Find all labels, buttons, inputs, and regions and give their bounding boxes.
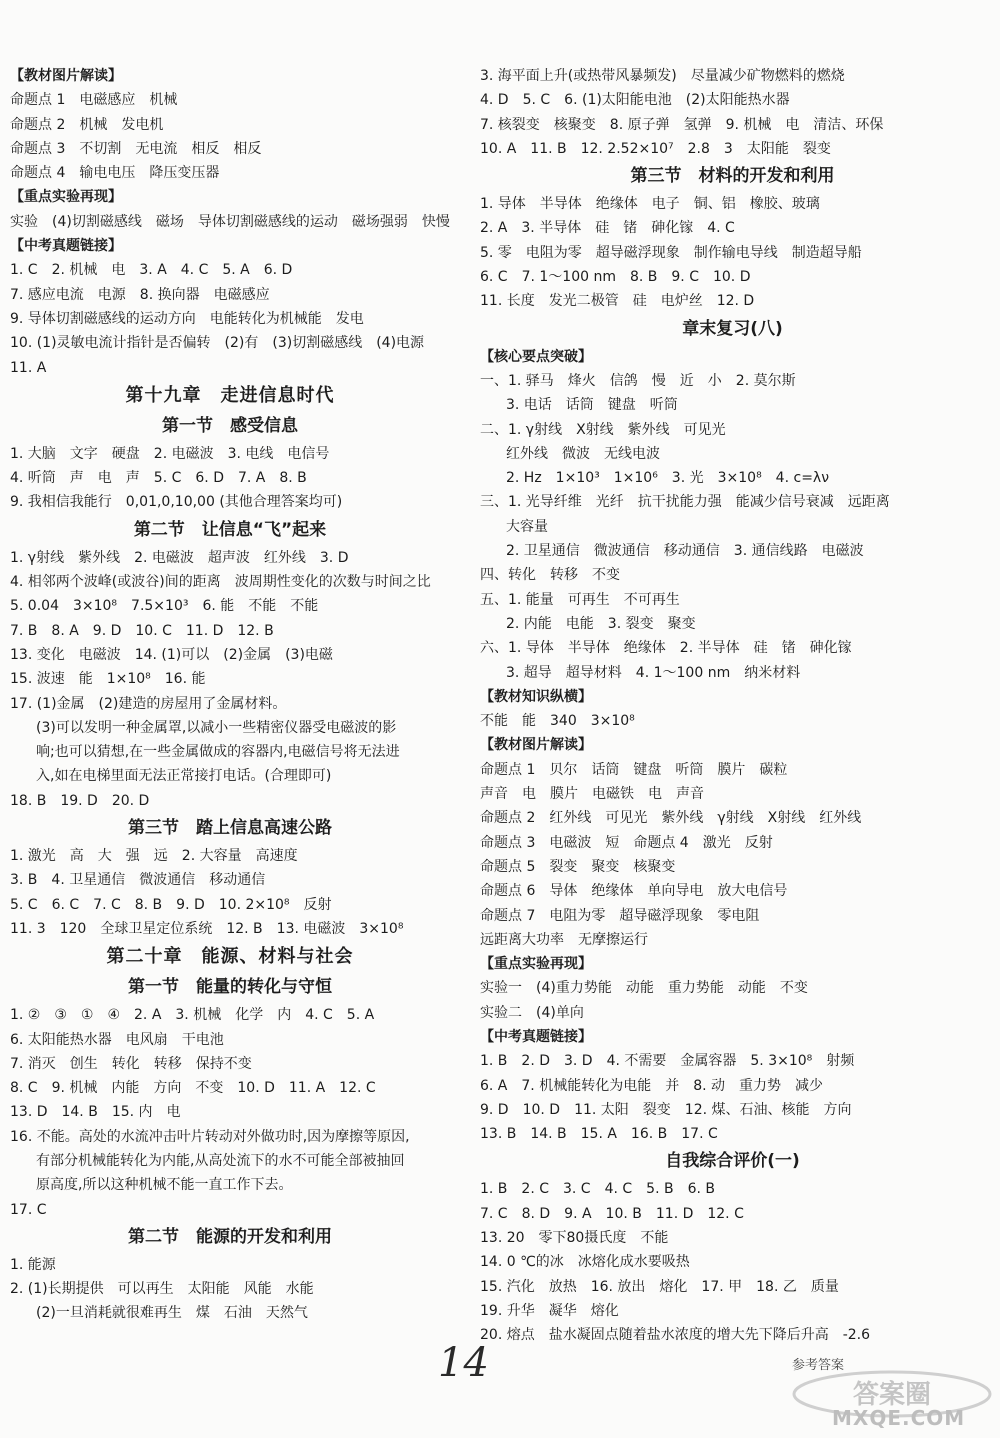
answer-line: 1. B 2. D 3. D 4. 不需要 金属容器 5. 3×10⁸ 射频 — [480, 1053, 855, 1070]
answer-line: 15. 汽化 放热 16. 放出 熔化 17. 甲 18. 乙 质量 — [480, 1278, 839, 1295]
answer-line: 红外线 微波 无线电波 — [506, 445, 660, 462]
answer-line: 3. B 4. 卫星通信 微波通信 移动通信 — [10, 872, 266, 889]
answer-line: 2. 内能 电能 3. 裂变 聚变 — [506, 615, 696, 632]
answer-line: 命题点 1 电磁感应 机械 — [10, 92, 178, 109]
answer-line: 5. 0.04 3×10⁸ 7.5×10³ 6. 能 不能 不能 — [10, 598, 319, 615]
answer-line: 18. B 19. D 20. D — [10, 792, 150, 809]
watermark-logo-text: 答案圈 — [852, 1380, 932, 1410]
watermark-domain: MXQE.COM — [832, 1406, 966, 1430]
section-heading: 第二节 让信息“飞”起来 — [133, 519, 327, 540]
answer-line: 13. B 14. B 15. A 16. B 17. C — [480, 1126, 718, 1143]
answer-line: 2. Hz 1×10³ 1×10⁶ 3. 光 3×10⁸ 4. c=λν — [506, 470, 830, 487]
answer-line: 六、1. 导体 半导体 绝缘体 2. 半导体 硅 锗 砷化镓 — [480, 640, 852, 657]
section-heading: 第三节 材料的开发和利用 — [630, 166, 835, 187]
answer-line: 6. 太阳能热水器 电风扇 干电池 — [10, 1031, 224, 1048]
answer-line: 14. 0 ℃的冰 冰熔化成水要吸热 — [480, 1254, 690, 1271]
answer-line: 原高度,所以这种机械不能一直工作下去。 — [36, 1177, 293, 1194]
answer-line: 7. 感应电流 电源 8. 换向器 电磁感应 — [10, 286, 270, 303]
answer-line: 5. C 6. C 7. C 8. B 9. D 10. 2×10⁸ 反射 — [10, 896, 332, 913]
answer-line: 命题点 1 贝尔 话筒 键盘 听筒 膜片 碳粒 — [480, 761, 788, 778]
chapter-title: 第二十章 能源、材料与社会 — [106, 946, 354, 968]
answer-line: 实验一 (4)重力势能 动能 重力势能 动能 不变 — [480, 980, 808, 997]
answer-line: 命题点 2 红外线 可见光 紫外线 γ射线 X射线 红外线 — [480, 810, 862, 827]
subsection-label: 【重点实验再现】 — [480, 956, 592, 973]
answer-line: 四、转化 转移 不变 — [480, 567, 620, 584]
answer-line: 3. 超导 超导材料 4. 1～100 nm 纳米材料 — [506, 664, 801, 681]
answer-line: 6. A 7. 机械能转化为电能 并 8. 动 重力势 减少 — [480, 1077, 823, 1094]
answer-line: 入,如在电梯里面无法正常接打电话。(合理即可) — [36, 768, 332, 785]
left-column — [10, 64, 450, 1326]
answer-line: 实验二 (4)单向 — [480, 1004, 584, 1021]
answer-line: (3)可以发明一种金属罩,以减小一些精密仪器受电磁波的影 — [36, 719, 397, 736]
subsection-label: 【中考真题链接】 — [480, 1028, 592, 1045]
answer-line: 命题点 3 不切割 无电流 相反 相反 — [10, 140, 262, 157]
answer-line: 一、1. 驿马 烽火 信鸽 慢 近 小 2. 莫尔斯 — [480, 372, 796, 389]
footer-label: 参考答案 — [792, 1358, 845, 1373]
answer-line: 远距离大功率 无摩擦运行 — [480, 931, 648, 948]
answer-line: 3. 海平面上升(或热带风暴频发) 尽量减少矿物燃料的燃烧 — [480, 68, 845, 84]
answer-line: 响;也可以猜想,在一些金属做成的容器内,电磁信号将无法进 — [36, 744, 400, 761]
section-heading: 自我综合评价(一) — [665, 1151, 800, 1172]
answer-line: 10. (1)灵敏电流计指针是否偏转 (2)有 (3)切割磁感线 (4)电源 — [10, 335, 425, 352]
section-heading: 第二节 能源的开发和利用 — [128, 1226, 332, 1247]
answer-line: 4. D 5. C 6. (1)太阳能电池 (2)太阳能热水器 — [480, 92, 790, 109]
answer-line: 9. 导体切割磁感线的运动方向 电能转化为机械能 发电 — [10, 310, 364, 327]
answer-line: 7. B 8. A 9. D 10. C 11. D 12. B — [10, 622, 274, 639]
answer-line: 13. 20 零下80摄氏度 不能 — [480, 1230, 669, 1247]
answer-line: 不能 能 340 3×10⁸ — [480, 713, 635, 730]
subsection-label: 【教材图片解读】 — [10, 68, 122, 84]
section-heading: 第一节 感受信息 — [162, 415, 298, 436]
answer-line: 命题点 6 导体 绝缘体 单向导电 放大电信号 — [480, 883, 788, 900]
answer-line: (2)一旦消耗就很难再生 煤 石油 天然气 — [36, 1305, 308, 1322]
answer-line: 命题点 2 机械 发电机 — [10, 116, 164, 133]
answer-line: 1. C 2. 机械 电 3. A 4. C 5. A 6. D — [10, 262, 293, 279]
answer-line: 命题点 5 裂变 聚变 核聚变 — [480, 858, 676, 875]
handwritten-page-number: 14 — [438, 1340, 489, 1386]
subsection-label: 【中考真题链接】 — [10, 238, 122, 255]
answer-line: 7. C 8. D 9. A 10. B 11. D 12. C — [480, 1205, 744, 1222]
answer-line: 1. 导体 半导体 绝缘体 电子 铜、铝 橡胶、玻璃 — [480, 196, 820, 213]
answer-line: 17. C — [10, 1201, 47, 1218]
section-heading: 第一节 能量的转化与守恒 — [128, 977, 332, 998]
subsection-label: 【核心要点突破】 — [480, 348, 592, 365]
answer-line: 3. 电话 话筒 键盘 听筒 — [506, 397, 678, 414]
answer-line: 命题点 7 电阻为零 超导磁浮现象 零电阻 — [480, 907, 760, 924]
answer-line: 1. ② ③ ① ④ 2. A 3. 机械 化学 内 4. C 5. A — [10, 1007, 375, 1024]
section-heading: 第三节 踏上信息高速公路 — [128, 818, 332, 839]
answer-line: 11. 3 120 全球卫星定位系统 12. B 13. 电磁波 3×10⁸ — [10, 920, 404, 937]
answer-line: 二、1. γ射线 X射线 紫外线 可见光 — [480, 421, 726, 438]
subsection-label: 【教材知识纵横】 — [480, 688, 592, 705]
answer-line: 11. A — [10, 359, 47, 376]
answer-line: 17. (1)金属 (2)建造的房屋用了金属材料。 — [10, 695, 287, 712]
answer-line: 有部分机械能转化为内能,从高处流下的水不可能全部被抽回 — [36, 1152, 405, 1169]
subsection-label: 【教材图片解读】 — [480, 737, 592, 754]
answer-line: 声音 电 膜片 电磁铁 电 声音 — [480, 786, 704, 803]
answer-line: 1. γ射线 紫外线 2. 电磁波 超声波 红外线 3. D — [10, 549, 349, 566]
answer-line: 命题点 4 输电电压 降压变压器 — [10, 165, 220, 182]
answer-line: 7. 核裂变 核聚变 8. 原子弹 氢弹 9. 机械 电 清洁、环保 — [480, 116, 884, 133]
answer-line: 4. 听筒 声 电 声 5. C 6. D 7. A 8. B — [10, 470, 307, 487]
answer-line: 1. 能源 — [10, 1256, 56, 1273]
answer-line: 2. 卫星通信 微波通信 移动通信 3. 通信线路 电磁波 — [506, 543, 864, 560]
answer-line: 4. 相邻两个波峰(或波谷)间的距离 波周期性变化的次数与时间之比 — [10, 574, 431, 591]
answer-line: 1. 激光 高 大 强 远 2. 大容量 高速度 — [10, 848, 298, 865]
answer-line: 9. 我相信我能行 0,01,0,10,00 (其他合理答案均可) — [10, 494, 343, 511]
answer-line: 20. 熔点 盐水凝固点随着盐水浓度的增大先下降后升高 -2.6 — [480, 1327, 871, 1344]
answer-line: 15. 波速 能 1×10⁸ 16. 能 — [10, 671, 206, 688]
answer-line: 5. 零 电阻为零 超导磁浮现象 制作输电导线 制造超导船 — [480, 244, 862, 261]
answer-line: 8. C 9. 机械 内能 方向 不变 10. D 11. A 12. C — [10, 1080, 376, 1097]
answer-line: 1. 大脑 文字 硬盘 2. 电磁波 3. 电线 电信号 — [10, 445, 330, 462]
chapter-title: 第十九章 走进信息时代 — [125, 384, 335, 406]
answer-line: 2. (1)长期提供 可以再生 太阳能 风能 水能 — [10, 1281, 314, 1298]
right-column — [480, 64, 985, 1348]
answer-line: 1. B 2. C 3. C 4. C 5. B 6. B — [480, 1181, 715, 1198]
answer-line: 13. 变化 电磁波 14. (1)可以 (2)金属 (3)电磁 — [10, 646, 333, 663]
subsection-label: 【重点实验再现】 — [10, 189, 122, 206]
answer-line: 9. D 10. D 11. 太阳 裂变 12. 煤、石油、核能 方向 — [480, 1101, 852, 1118]
answer-line: 2. A 3. 半导体 硅 锗 砷化镓 4. C — [480, 220, 735, 237]
answer-line: 三、1. 光导纤维 光纤 抗干扰能力强 能减少信号衰减 远距离 — [480, 494, 890, 511]
answer-line: 19. 升华 凝华 熔化 — [480, 1302, 619, 1319]
answer-line: 大容量 — [506, 518, 548, 535]
answer-line: 五、1. 能量 可再生 不可再生 — [480, 591, 680, 608]
answer-line: 16. 不能。高处的水流冲击叶片转动对外做功时,因为摩擦等原因, — [10, 1128, 410, 1145]
answer-line: 6. C 7. 1～100 nm 8. B 9. C 10. D — [480, 269, 751, 286]
answer-line: 11. 长度 发光二极管 硅 电炉丝 12. D — [480, 293, 755, 310]
section-heading: 章末复习(八) — [682, 318, 783, 339]
answer-line: 实验 (4)切割磁感线 磁场 导体切割磁感线的运动 磁场强弱 快慢 — [10, 213, 450, 230]
answer-line: 13. D 14. B 15. 内 电 — [10, 1104, 181, 1121]
answer-line: 命题点 3 电磁波 短 命题点 4 激光 反射 — [480, 834, 773, 851]
answer-line: 7. 消灭 创生 转化 转移 保持不变 — [10, 1055, 252, 1072]
answer-line: 10. A 11. B 12. 2.52×10⁷ 2.8 3 太阳能 裂变 — [480, 140, 831, 157]
